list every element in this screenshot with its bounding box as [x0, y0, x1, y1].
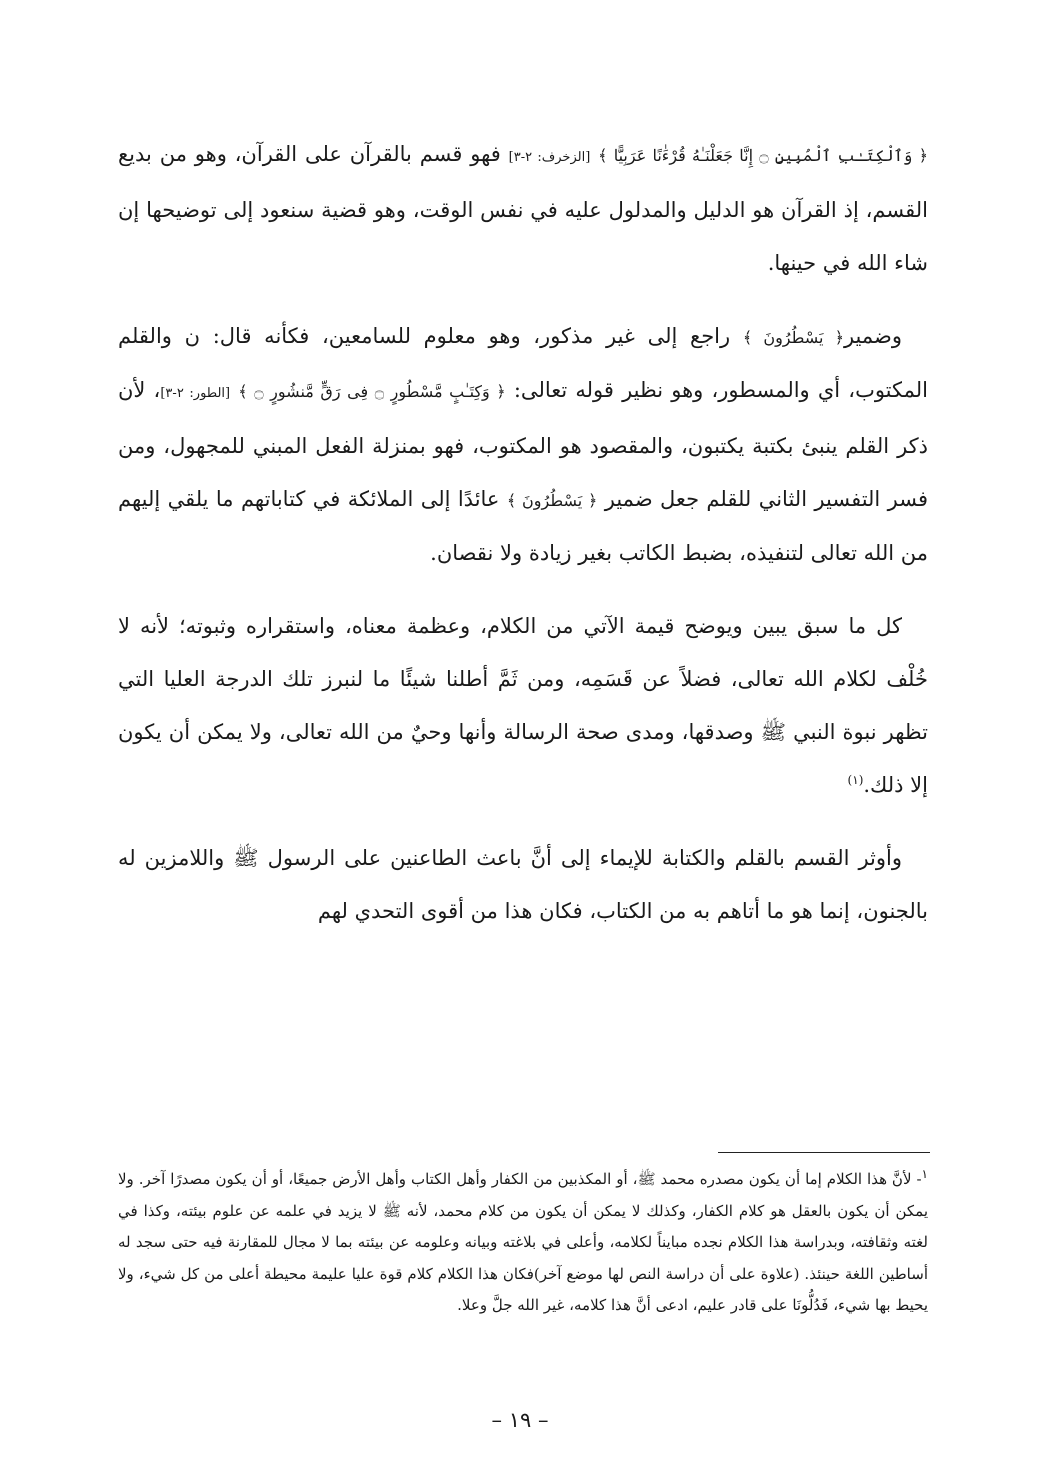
- paragraph-text: ، لأن ذكر القلم ينبئ بكتبة يكتبون، والمقصود هو المكتوب، فهو بمنزلة الفعل المبني للمجهول، ومن فسر التفسير الثاني للقلم جعل ضمير: [118, 378, 929, 511]
- footnote-text-block: [118, 1164, 928, 1322]
- paragraph-text: فهو قسم بالقرآن على القرآن، وهو من بديع القسم، إذ القرآن هو الدليل والمدلول عليه في نفس الوقت، وهو قضية سنعود إلى توضيحها إن شاء الله في حينها.: [118, 142, 928, 275]
- footnote-marker[interactable]: (١): [847, 773, 864, 787]
- paragraph-text: وأوثر القسم بالقلم والكتابة للإيماء إلى أنَّ باعث الطاعنين على الرسول ﷺ واللامزين له بالجنون، إنما هو ما أتاهم به من الكتاب، فكان هذا من أقوى التحدي لهم: [118, 846, 928, 923]
- page-number: – ١٩ –: [491, 1408, 549, 1432]
- paragraph-1: [118, 128, 928, 290]
- footnote-separator: [718, 1152, 930, 1153]
- paragraph-text: عائدًا إلى الملائكة في كتاباتهم ما يلقي إليهم من الله تعالى لتنفيذه، بضبط الكاتب بغير زيادة ولا نقصان.: [118, 487, 928, 565]
- paragraph-4: [118, 832, 928, 938]
- paragraph-text: راجع إلى غير مذكور، وهو معلوم للسامعين، فكأنه قال: ن والقلم المكتوب، أي والمسطور، وهو نظير قوله تعالى:: [118, 324, 928, 402]
- footnote-text: - لأنَّ هذا الكلام إما أن يكون مصدره محمد ﷺ، أو المكذبين من الكفار وأهل الكتاب وأهل الأرض جميعًا، أو أن يكون مصدرًا آخر. ولا يمكن أن يكون بالعقل هو كلام الكفار، وكذلك لا يمكن أن يكون من كلام محمد، لأنه ﷺ لا يزيد في علمه عن علوم بيئته، وكذا في لغته وثقافته، وبدراسة هذا الكلام نجده مبايناً لكلامه، وأعلى في بلاغته وبيانه وعلومه عن بيئته بما لا مجال للمقارنة فيه حتى سجد له أساطين اللغة حينئذ. (علاوة على أن دراسة النص لها موضع آخر)فكان هذا الكلام كلام قوة عليا عليمة محيطة أعلى من كل شيء، ولا يحيط بها شيء، فَدُلُّونَا على قادر عليم، ادعى أنَّ هذا كلامه، غير الله جلَّ وعلا.: [118, 1170, 928, 1314]
- quran-quote: ﴿ وَكِتَـٰبٍ مَّسْطُورٍ ۝ فِى رَقٍّ مَّنشُورٍ ۝ ﴾: [238, 382, 506, 401]
- quran-quote: ﴿ يَسْطُرُونَ ﴾: [506, 491, 598, 510]
- footnote-number: ١: [921, 1167, 928, 1181]
- main-text: [118, 128, 928, 958]
- quran-quote: ﴿ يَسْطُرُونَ ﴾: [742, 328, 844, 347]
- surah-reference: [الزخرف: ٢-٣]: [508, 150, 591, 165]
- footnote: [118, 1164, 928, 1322]
- quran-quote: ﴿ وَٱلْكِتَـٰبِ ٱلْمُبِينِ ۝ إِنَّا جَعَلْنَـٰهُ قُرْءَٰنًا عَرَبِيًّا ﴾: [598, 146, 928, 165]
- paragraph-text: كل ما سبق يبين ويوضح قيمة الآتي من الكلام، وعظمة معناه، واستقراره وثبوته؛ لأنه لا خُلْف لكلام الله تعالى، فضلاً عن قَسَمِه، ومن ثَمَّ أطلنا شيئًا ما لنبرز تلك الدرجة العليا التي تظهر نبوة النبي ﷺ وصدقها، ومدى صحة الرسالة وأنها وحيٌ من الله تعالى، ولا يمكن أن يكون إلا ذلك.: [118, 614, 928, 797]
- paragraph-2: [118, 310, 928, 580]
- surah-reference: [الطور: ٢-٣]: [160, 386, 231, 401]
- paragraph-text: وضمير: [843, 324, 902, 348]
- paragraph-3: [118, 600, 928, 812]
